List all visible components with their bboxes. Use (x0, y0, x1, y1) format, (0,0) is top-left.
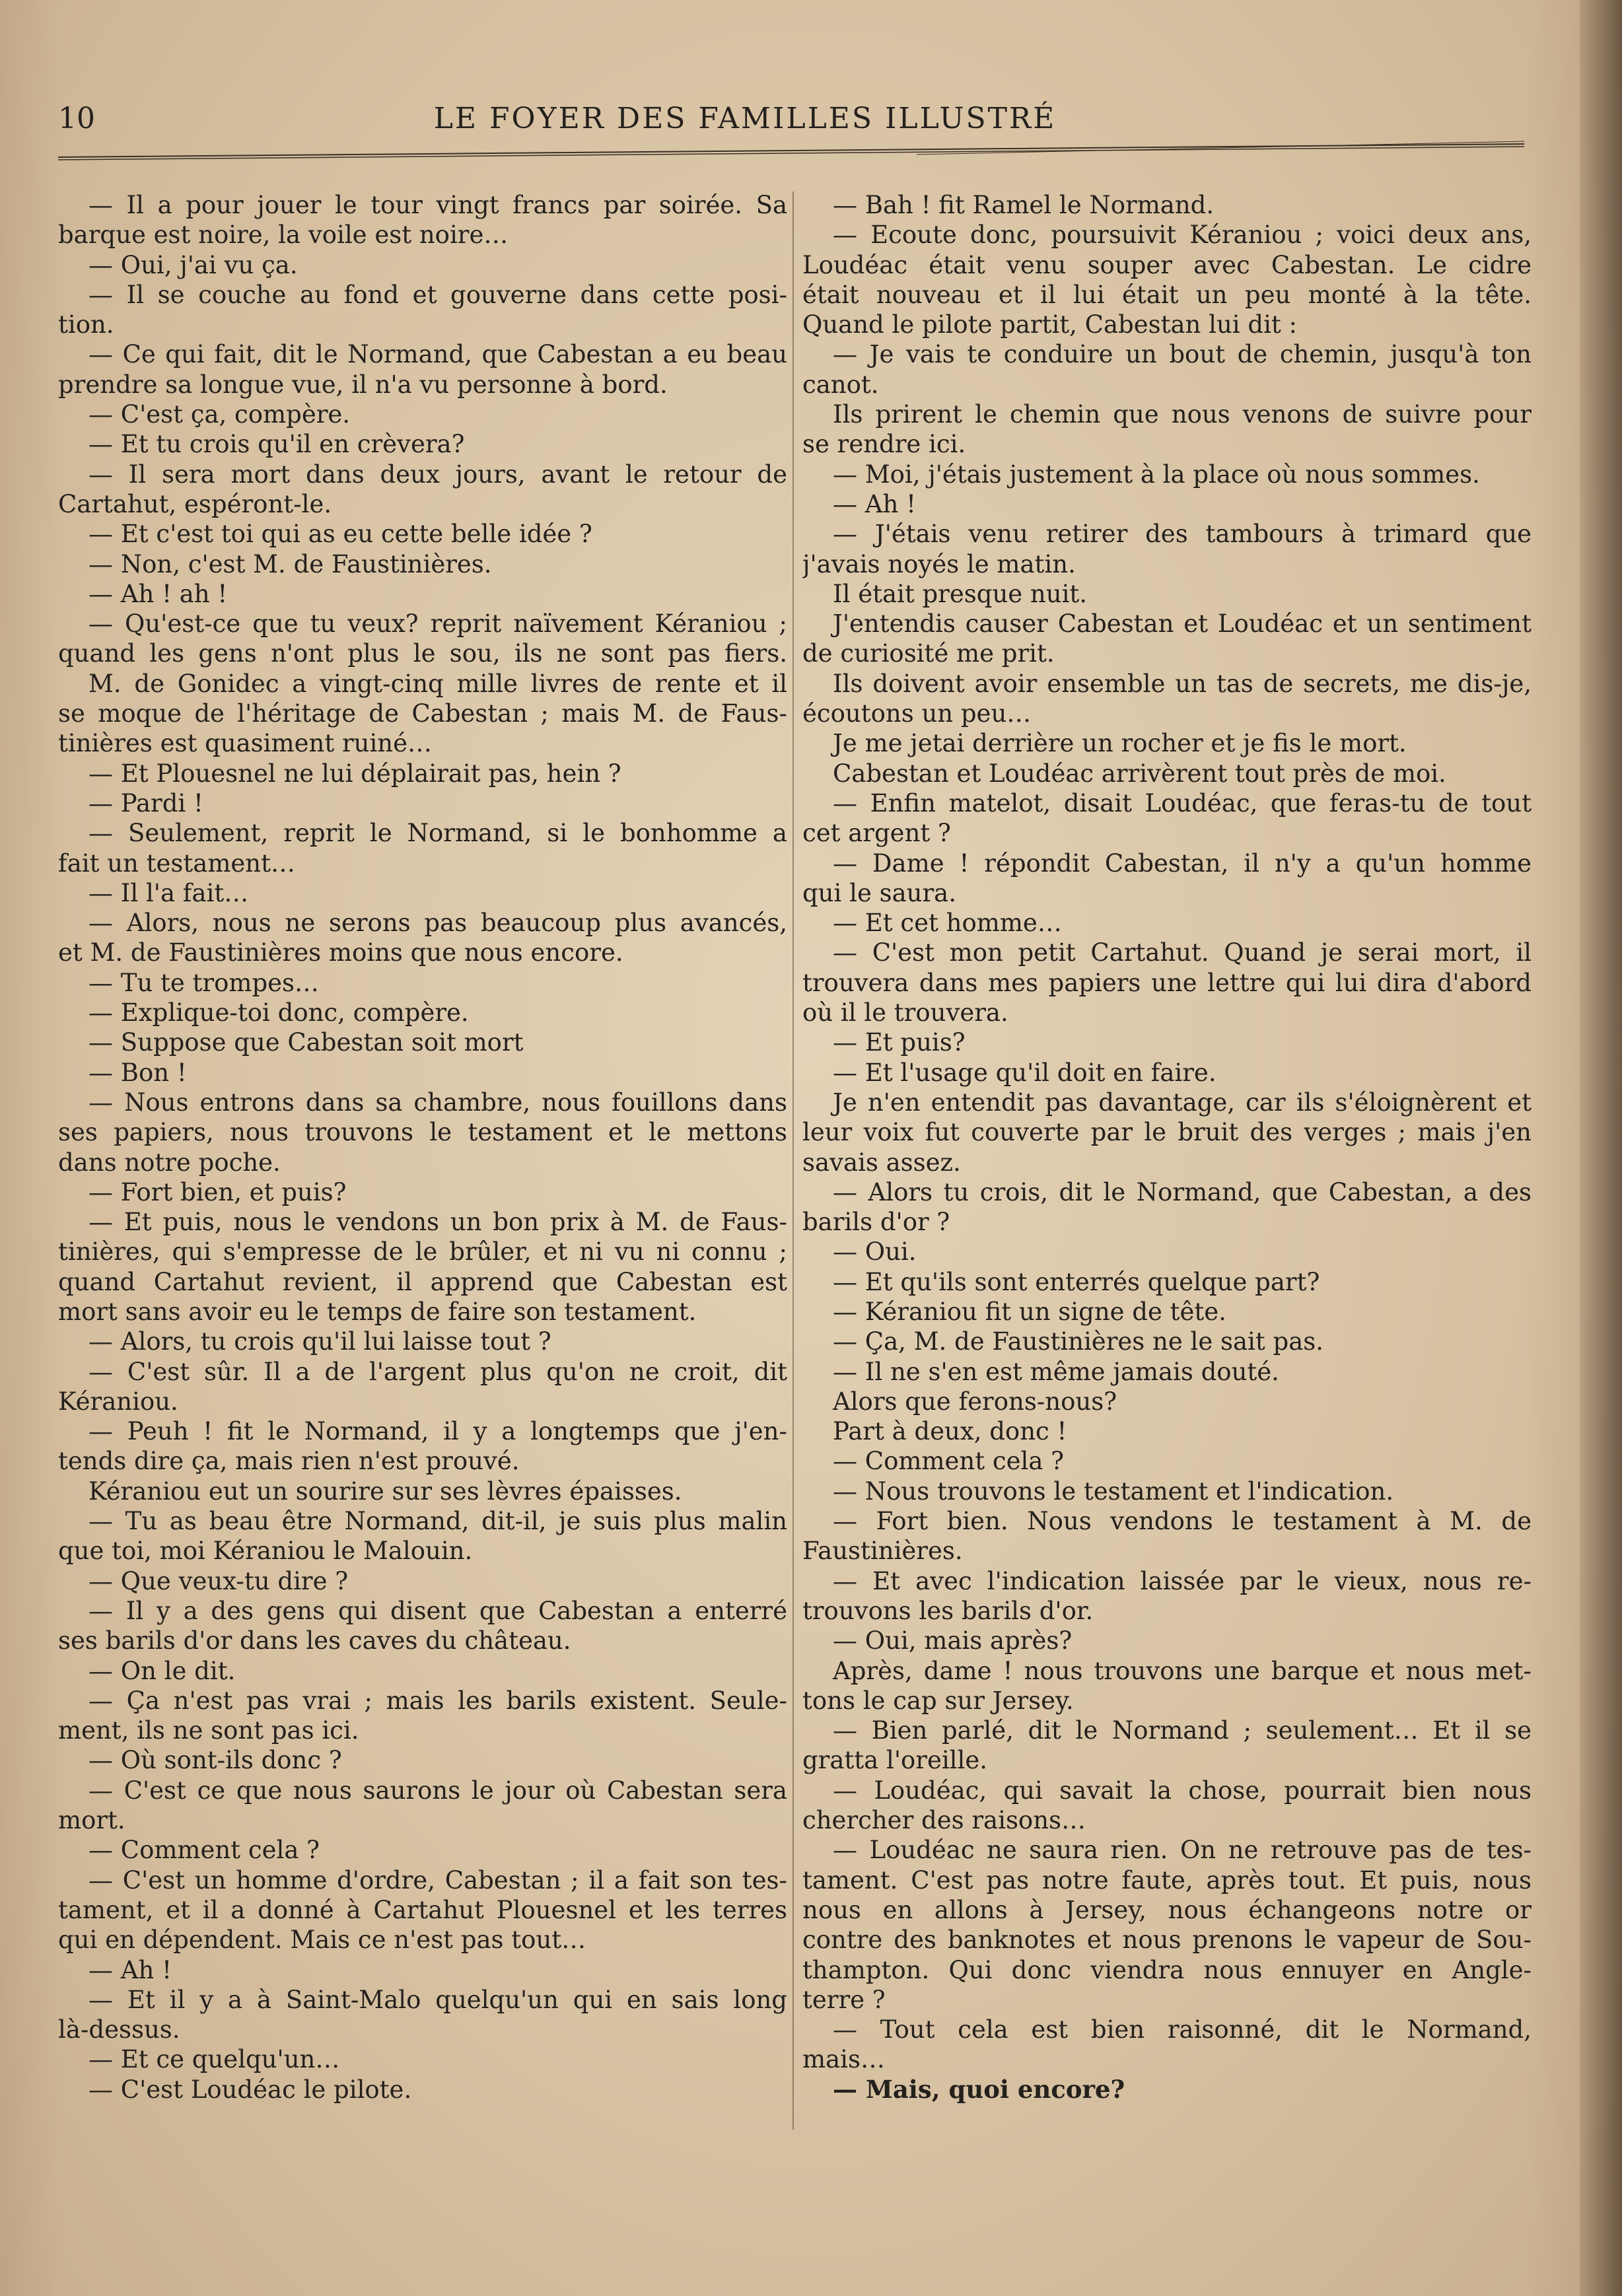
text-line: — Il se couche au fond et gouverne dans cette posi- (88, 280, 787, 309)
text-line: là-dessus. (58, 2015, 180, 2044)
text-line: cet argent ? (802, 819, 951, 848)
text-line: — Et qu'ils sont enterrés quelque part? (833, 1267, 1320, 1296)
text-line: M. de Gonidec a vingt-cinq mille livres de rente et il (88, 669, 787, 698)
text-line: — Il y a des gens qui disent que Cabestan a enterré (88, 1596, 787, 1625)
text-line: — Où sont-ils donc ? (88, 1746, 342, 1775)
text-line: — Et il y a à Saint-Malo quelqu'un qui en sais long (88, 1985, 787, 2014)
text-line: tament. C'est pas notre faute, après tout. Et puis, nous (802, 1865, 1532, 1895)
text-line: tion. (58, 310, 114, 339)
text-line: mort sans avoir eu le temps de faire son testament. (58, 1297, 697, 1326)
column-divider (793, 191, 794, 2130)
text-line: mort. (58, 1806, 125, 1835)
text-line: — Nous entrons dans sa chambre, nous fouillons dans (88, 1088, 787, 1117)
text-line: terre ? (802, 1985, 886, 2014)
text-line: — Ça, M. de Faustinières ne le sait pas. (833, 1327, 1324, 1356)
text-line: Il était presque nuit. (833, 579, 1088, 608)
text-line: Kéraniou. (58, 1387, 178, 1416)
text-line: — Il a pour jouer le tour vingt francs par soirée. Sa (88, 191, 787, 219)
text-line: — Il ne s'en est même jamais douté. (833, 1357, 1279, 1386)
text-line: — Non, c'est M. de Faustinières. (88, 549, 492, 578)
text-line: tends dire ça, mais rien n'est prouvé. (58, 1447, 520, 1476)
text-line: — Loudéac, qui savait la chose, pourrait bien nous (833, 1776, 1532, 1805)
text-line: — Oui, j'ai vu ça. (88, 250, 298, 279)
text-line: quand les gens n'ont plus le sou, ils ne sont pas fiers. (58, 639, 787, 668)
text-line: savais assez. (802, 1148, 961, 1177)
text-line: — C'est Loudéac le pilote. (88, 2075, 412, 2104)
text-line: — Explique-toi donc, compère. (88, 998, 469, 1027)
text-line: Alors que ferons-nous? (833, 1387, 1117, 1416)
text-line: trouvera dans mes papiers une lettre qui lui dira d'abord (802, 968, 1532, 997)
text-line: Loudéac était venu souper avec Cabestan. Le cidre (802, 250, 1532, 279)
text-line: prendre sa longue vue, il n'a vu personne à bord. (58, 370, 668, 399)
text-line: dans notre poche. (58, 1148, 281, 1177)
text-line: leur voix fut couverte par le bruit des verges ; mais j'en (802, 1118, 1532, 1147)
text-column-right (802, 190, 1532, 2105)
text-line: ment, ils ne sont pas ici. (58, 1716, 359, 1745)
text-line: était nouveau et il lui était un peu monté à la tête. (802, 280, 1532, 309)
text-line: — Et cet homme… (833, 909, 1062, 938)
header-rule (58, 139, 1524, 162)
text-line: Ils prirent le chemin que nous venons de suivre pour (833, 400, 1532, 429)
text-line: contre des banknotes et nous prenons le vapeur de Sou- (802, 1926, 1532, 1955)
text-line: — Et avec l'indication laissée par le vieux, nous re- (833, 1566, 1532, 1595)
text-line: de curiosité me prit. (802, 639, 1055, 668)
text-line: Je me jetai derrière un rocher et je fis le mort. (833, 729, 1407, 758)
text-line: — C'est mon petit Cartahut. Quand je serai mort, il (833, 938, 1532, 967)
text-line: barque est noire, la voile est noire… (58, 221, 509, 250)
text-line: j'avais noyés le matin. (802, 549, 1076, 578)
text-line: J'entendis causer Cabestan et Loudéac et un sentiment (833, 609, 1532, 639)
text-line: — Et c'est toi qui as eu cette belle idée ? (88, 520, 592, 549)
text-line: — Suppose que Cabestan soit mort (88, 1028, 524, 1057)
text-line: — Loudéac ne saura rien. On ne retrouve pas de tes- (833, 1836, 1532, 1865)
text-line: — Et puis? (833, 1028, 966, 1057)
text-line: Quand le pilote partit, Cabestan lui dit : (802, 310, 1297, 339)
text-line: Cabestan et Loudéac arrivèrent tout près de moi. (833, 759, 1446, 788)
text-line: canot. (802, 370, 879, 399)
text-line: — Et Plouesnel ne lui déplairait pas, hein ? (88, 759, 621, 788)
text-line: barils d'or ? (802, 1208, 950, 1237)
text-line: Kéraniou eut un sourire sur ses lèvres épaisses. (88, 1477, 682, 1506)
text-line: — Ça n'est pas vrai ; mais les barils existent. Seule- (88, 1686, 787, 1715)
text-line: ses papiers, nous trouvons le testament et le mettons (58, 1118, 787, 1147)
text-line: — Peuh ! fit le Normand, il y a longtemps que j'en- (88, 1417, 787, 1446)
text-line: — Qu'est-ce que tu veux? reprit naïvement Kéraniou ; (88, 609, 787, 639)
text-line: — Il l'a fait… (88, 878, 249, 907)
text-line: — Ah ! (88, 1955, 172, 1984)
text-line: — Et tu crois qu'il en crèvera? (88, 430, 465, 459)
text-line: — Et l'usage qu'il doit en faire. (833, 1058, 1216, 1087)
text-line: — Alors, nous ne serons pas beaucoup plus avancés, (88, 909, 787, 938)
text-line: Je n'en entendit pas davantage, car ils s'éloignèrent et (833, 1088, 1532, 1117)
text-line: trouvons les barils d'or. (802, 1596, 1094, 1625)
text-line: — Tu as beau être Normand, dit-il, je suis plus malin (88, 1507, 787, 1536)
text-line: nous en allons à Jersey, nous échangeons notre or (802, 1895, 1532, 1924)
text-line: — C'est sûr. Il a de l'argent plus qu'on ne croit, dit (88, 1357, 787, 1386)
text-line: tons le cap sur Jersey. (802, 1686, 1074, 1715)
text-line: — C'est ça, compère. (88, 400, 351, 429)
text-line: — Seulement, reprit le Normand, si le bonhomme a (88, 819, 787, 848)
text-line: — Et ce quelqu'un… (88, 2045, 340, 2074)
text-line: tament, et il a donné à Cartahut Plouesnel et les terres (58, 1895, 787, 1924)
text-line: — Nous trouvons le testament et l'indication. (833, 1477, 1394, 1506)
text-line: que toi, moi Kéraniou le Malouin. (58, 1537, 473, 1566)
text-line: — On le dit. (88, 1656, 236, 1685)
text-line: gratta l'oreille. (802, 1746, 988, 1775)
text-line: — Ce qui fait, dit le Normand, que Cabestan a eu beau (88, 340, 787, 369)
text-line: — C'est ce que nous saurons le jour où Cabestan sera (88, 1776, 787, 1805)
book-spine-shadow (1580, 0, 1622, 2296)
text-line: se moque de l'héritage de Cabestan ; mais M. de Faus- (58, 699, 787, 728)
text-line: quand Cartahut revient, il apprend que Cabestan est (58, 1267, 787, 1296)
text-line: mais… (802, 2045, 885, 2074)
text-line: — Ah ! (833, 489, 916, 518)
text-line: Après, dame ! nous trouvons une barque et nous met- (833, 1656, 1532, 1685)
text-line: tinières est quasiment ruiné… (58, 729, 433, 758)
text-line: — Alors, tu crois qu'il lui laisse tout ? (88, 1327, 551, 1356)
text-line: — Bon ! (88, 1058, 187, 1087)
text-line: se rendre ici. (802, 430, 966, 459)
text-line: écoutons un peu… (802, 699, 1032, 728)
text-line: Faustinières. (802, 1537, 963, 1566)
text-line: — Tout cela est bien raisonné, dit le Normand, (833, 2015, 1532, 2044)
text-line: — Mais, quoi encore? (833, 2074, 1125, 2104)
text-column-left (58, 190, 787, 2105)
text-line: — Tu te trompes… (88, 968, 320, 997)
journal-title: LE FOYER DES FAMILLES ILLUSTRÉ (433, 102, 1057, 135)
text-line: — Que veux-tu dire ? (88, 1566, 349, 1595)
text-line: qui en dépendent. Mais ce n'est pas tout… (58, 1926, 586, 1955)
text-line: — J'étais venu retirer des tambours à trimard que (833, 520, 1532, 549)
text-line: — Fort bien, et puis? (88, 1177, 347, 1206)
text-line: — Dame ! répondit Cabestan, il n'y a qu'un homme (833, 849, 1532, 878)
text-line: — Oui. (833, 1237, 917, 1267)
text-line: où il le trouvera. (802, 998, 1008, 1027)
text-line: — Je vais te conduire un bout de chemin, jusqu'à ton (833, 340, 1532, 369)
text-line: — Bien parlé, dit le Normand ; seulement… Et il se (833, 1716, 1532, 1745)
text-line: — C'est un homme d'ordre, Cabestan ; il a fait son tes- (88, 1865, 787, 1895)
text-line: Ils doivent avoir ensemble un tas de secrets, me dis-je, (833, 669, 1532, 698)
text-line: — Il sera mort dans deux jours, avant le retour de (88, 460, 787, 489)
text-line: — Enfin matelot, disait Loudéac, que feras-tu de tout (833, 788, 1532, 818)
text-line: — Moi, j'étais justement à la place où nous sommes. (833, 460, 1480, 489)
text-line: — Ecoute donc, poursuivit Kéraniou ; voici deux ans, (833, 221, 1532, 250)
text-line: ses barils d'or dans les caves du château. (58, 1626, 571, 1655)
text-line: — Kéraniou fit un signe de tête. (833, 1297, 1226, 1326)
text-line: tinières, qui s'empresse de le brûler, et ni vu ni connu ; (58, 1237, 787, 1267)
page-number: 10 (58, 102, 95, 135)
text-line: Cartahut, espéront-le. (58, 489, 332, 518)
text-line: — Fort bien. Nous vendons le testament à M. de (833, 1507, 1532, 1536)
text-line: Part à deux, donc ! (833, 1417, 1067, 1446)
text-line: qui le saura. (802, 878, 956, 907)
text-line: — Et puis, nous le vendons un bon prix à M. de Faus- (88, 1208, 787, 1237)
text-line: — Oui, mais après? (833, 1626, 1073, 1655)
text-line: — Comment cela ? (88, 1836, 320, 1865)
text-line: chercher des raisons… (802, 1806, 1086, 1835)
text-line: — Ah ! ah ! (88, 579, 228, 608)
text-line: fait un testament… (58, 849, 295, 878)
text-line: et M. de Faustinières moins que nous encore. (58, 938, 623, 967)
text-line: — Pardi ! (88, 788, 203, 818)
text-line: — Alors tu crois, dit le Normand, que Cabestan, a des (833, 1177, 1532, 1206)
text-line: — Comment cela ? (833, 1447, 1064, 1476)
text-line: thampton. Qui donc viendra nous ennuyer en Angle- (802, 1955, 1532, 1984)
text-line: — Bah ! fit Ramel le Normand. (833, 191, 1215, 219)
